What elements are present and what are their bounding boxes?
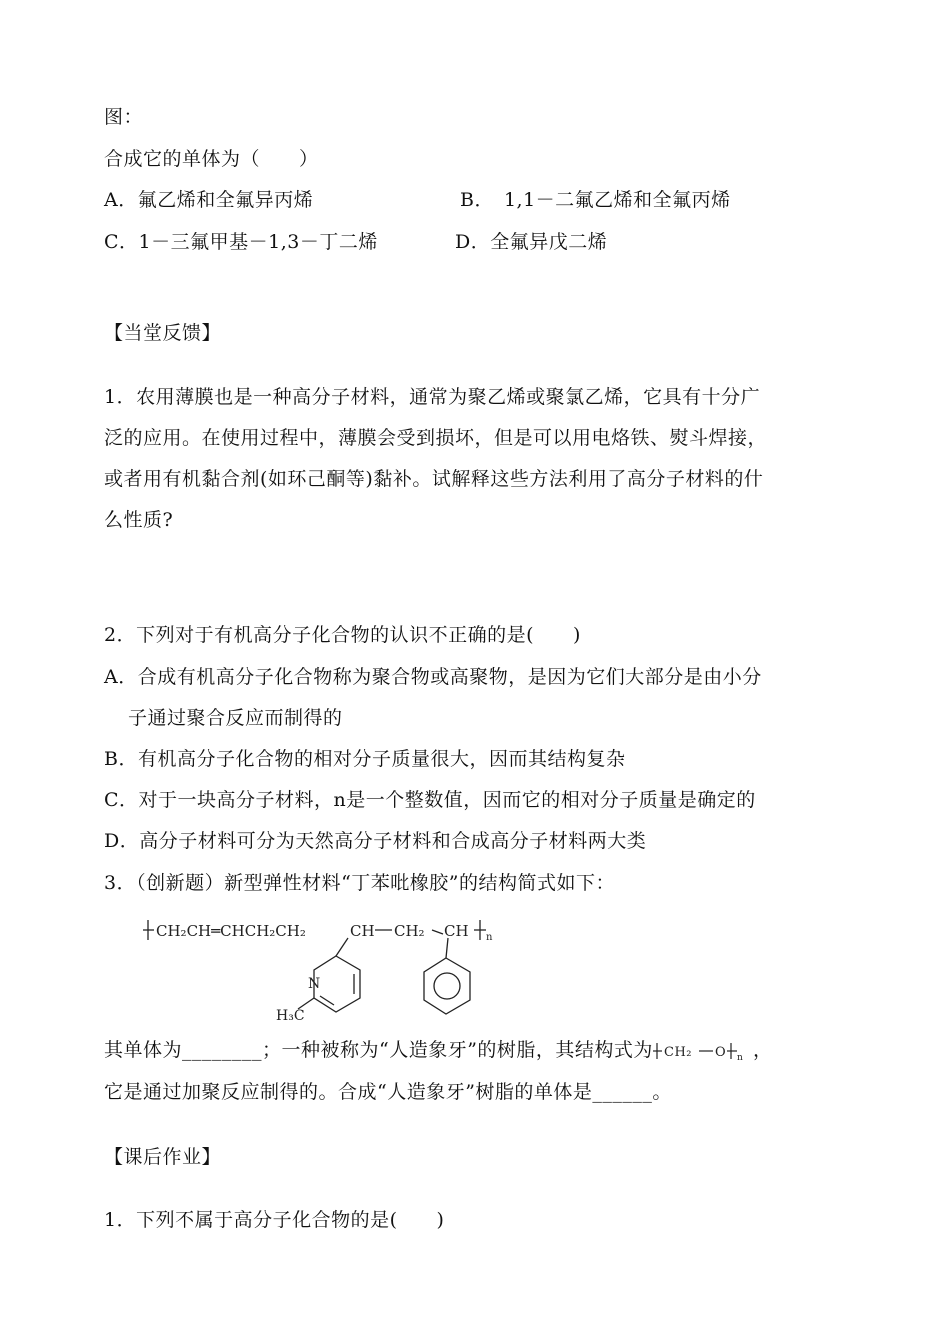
feedback-q1-line3: 或者用有机黏合剂(如环己酮等)黏补。试解释这些方法利用了高分子材料的什	[104, 468, 764, 490]
main-chain-text: CH₂CH═CHCH₂CH₂	[156, 922, 306, 940]
ch-mid-text: CH	[350, 922, 375, 940]
ch2-mid-text: CH₂	[394, 922, 425, 940]
feedback-q2-option-d: D．高分子材料可分为天然高分子材料和合成高分子材料两大类	[104, 830, 647, 852]
rubber-structure-formula	[140, 912, 510, 1030]
ch-right-text: CH	[444, 922, 469, 940]
feedback-q1-line4: 么性质?	[104, 509, 174, 531]
option-a: A．氟乙烯和全氟异丙烯	[104, 189, 314, 211]
homework-q1: 1．下列不属于高分子化合物的是( )	[104, 1209, 445, 1231]
figure-label: 图：	[104, 106, 144, 128]
ivory-oxygen: O	[714, 1045, 727, 1060]
feedback-q1-line2: 泛的应用。在使用过程中，薄膜会受到损坏，但是可以用电烙铁、熨斗焊接，	[104, 427, 768, 449]
ivory-resin-formula	[653, 1039, 753, 1063]
feedback-q3-answer-line2: 它是通过加聚反应制得的。合成“人造象牙”树脂的单体是______。	[104, 1081, 672, 1103]
answer-line1-text: 其单体为________；一种被称为“人造象牙”的树脂，其结构式为	[104, 1039, 653, 1061]
feedback-heading: 【当堂反馈】	[104, 322, 222, 344]
option-c: C．1－三氟甲基－1,3－丁二烯	[104, 231, 378, 253]
methyl-group: H₃C	[276, 1008, 305, 1024]
feedback-q2-option-a: A．合成有机高分子化合物称为聚合物或高聚物，是因为它们大部分是由小分	[104, 666, 762, 688]
feedback-q1-line1: 1．农用薄膜也是一种高分子材料，通常为聚乙烯或聚氯乙烯，它具有十分广	[104, 386, 761, 408]
feedback-q2-option-b: B．有机高分子化合物的相对分子质量很大，因而其结构复杂	[104, 748, 626, 770]
homework-heading: 【课后作业】	[104, 1146, 222, 1168]
option-b: B． 1,1－二氟乙烯和全氟丙烯	[460, 189, 731, 211]
ivory-subscript-n: n	[736, 1053, 744, 1063]
option-d: D．全氟异戊二烯	[455, 231, 608, 253]
question-stem: 合成它的单体为（ ）	[104, 148, 319, 170]
feedback-q3-stem: 3．（创新题）新型弹性材料“丁苯吡橡胶”的结构简式如下：	[104, 872, 616, 894]
feedback-q2-option-a-cont: 子通过聚合反应而制得的	[128, 707, 343, 729]
feedback-q3-answer-line1	[104, 1037, 772, 1063]
ivory-ch2: CH₂	[663, 1045, 692, 1060]
subscript-n: n	[486, 932, 493, 943]
feedback-q2-option-c: C．对于一块高分子材料，n是一个整数值，因而它的相对分子质量是确定的	[104, 789, 756, 811]
nitrogen-atom: N	[308, 976, 321, 992]
feedback-q2-stem: 2．下列对于有机高分子化合物的认识不正确的是( )	[104, 624, 581, 646]
answer-line1-comma: ，	[752, 1039, 773, 1061]
